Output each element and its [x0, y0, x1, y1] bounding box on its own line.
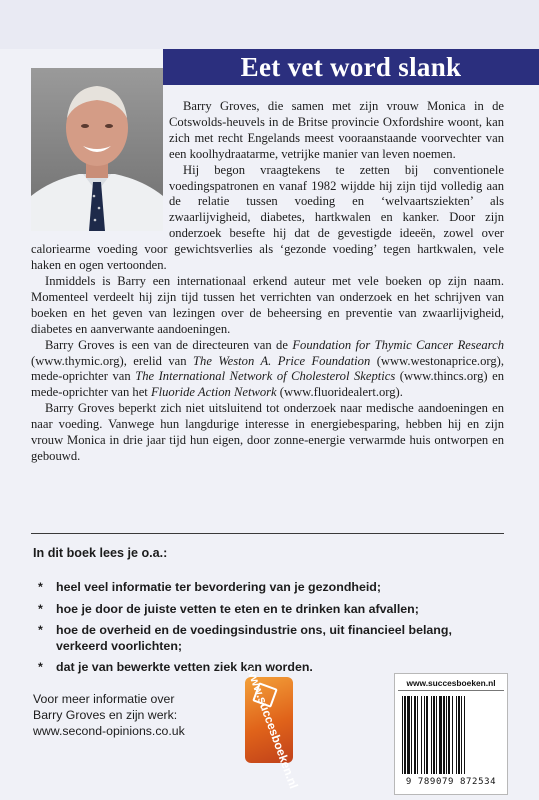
book-title: Eet vet word slank — [163, 49, 539, 85]
publisher-logo-text: www.succesboeken.nl — [244, 665, 301, 791]
bio-paragraph: Barry Groves, die samen met zijn vrouw Monica in de Cotswolds-heuvels in de Britse provincie Oxfordshire woont, kan zich met recht Engelands meest vooraanstaande voorvechter van een koolhydraatarme, vetrijke manier van leven noemen. — [169, 99, 504, 161]
list-item — [38, 580, 498, 596]
section-divider — [31, 533, 504, 534]
publisher-url: www.succesboeken.nl — [406, 678, 496, 688]
publisher-logo — [244, 665, 301, 791]
asterisk-bullet-icon: * — [38, 601, 43, 616]
asterisk-bullet-icon: * — [38, 660, 43, 675]
organization-name: Foundation for Thymic Cancer Research — [292, 337, 504, 352]
barcode-icon — [401, 696, 501, 776]
info-line: Voor meer informatie over — [33, 692, 175, 706]
inbook-heading: In dit boek lees je o.a.: — [33, 546, 168, 560]
list-item — [38, 602, 498, 618]
inbook-list — [38, 580, 498, 682]
list-item-text: dat je van bewerkte vetten ziek kan worden. — [56, 660, 313, 675]
list-item-text: hoe de overheid en de voedingsindustrie ons, uit financieel belang, verkeerd voorlichten; — [56, 623, 452, 653]
isbn-number: 9 789079 872534 — [405, 777, 497, 787]
organization-name: The International Network of Cholesterol Skeptics — [135, 369, 396, 384]
bio-paragraph: Barry Groves beperkt zich niet uitsluitend tot onderzoek naar medische aandoeningen en naar voeding. Vanwege hun langdurige interesse in energiebesparing, hebben hij en zijn vrouw Monica in drie jaar tijd hun eigen, door zonne-energie verwarmde huis ontworpen en gebouwd. — [31, 401, 504, 463]
bio-text: (www.thincs.org) en mede-oprichter van het — [31, 369, 504, 400]
list-item — [38, 623, 498, 654]
list-item-text: hoe je door de juiste vetten te eten en te drinken kan afvallen; — [56, 601, 419, 616]
info-line: Barry Groves en zijn werk: — [33, 708, 178, 722]
bio-text: (www.thymic.org), erelid van — [31, 353, 194, 368]
asterisk-bullet-icon: * — [38, 623, 43, 638]
asterisk-bullet-icon: * — [38, 580, 43, 594]
photo-text-wrap — [31, 99, 169, 233]
bio-text: Barry Groves is een van de directeuren van de — [45, 337, 293, 352]
author-bio — [31, 99, 504, 465]
organization-name: Fluoride Action Network — [150, 385, 277, 400]
list-item-text: heel veel informatie ter bevordering van je gezondheid; — [56, 580, 381, 594]
bio-paragraph: Hij begon vraagtekens te zetten bij conventionele voedingspatronen en vanaf 1982 wijdde hij zijn tijd volledig aan de relatie tussen voeding en ‘welvaartsziekten’ als zwaarlijvigheid, diabetes, hartkwalen en kanker. Door zijn onderzoek besefte hij dat de gevestigde ideeën, zowel over caloriearme voeding voor gewichtsverlies als ‘gezonde voeding’ tegen hartkwalen, vele haken en ogen vertoonden. — [31, 162, 504, 273]
organization-name: The Weston A. Price Foundation — [193, 353, 371, 368]
top-strip — [0, 0, 539, 49]
author-website: www.second-opinions.co.uk — [33, 724, 185, 738]
more-info — [33, 691, 233, 739]
bio-paragraph: Inmiddels is Barry een internationaal erkend auteur met vele boeken op zijn naam. Momenteel verdeelt hij zijn tijd tussen het verrichten van onderzoek en het schrijven van boeken en het geven van lezingen over de beheersing en preventie van zwaarlijvigheid, diabetes en aanverwante aandoeningen. — [31, 273, 504, 336]
bio-text: (www.fluoridealert.org). — [276, 385, 403, 400]
barcode-rule — [398, 690, 504, 691]
bio-paragraph — [31, 338, 504, 402]
bio-text: (www.westonaprice.org), mede-oprichter van — [31, 353, 504, 384]
barcode-panel — [394, 673, 508, 795]
